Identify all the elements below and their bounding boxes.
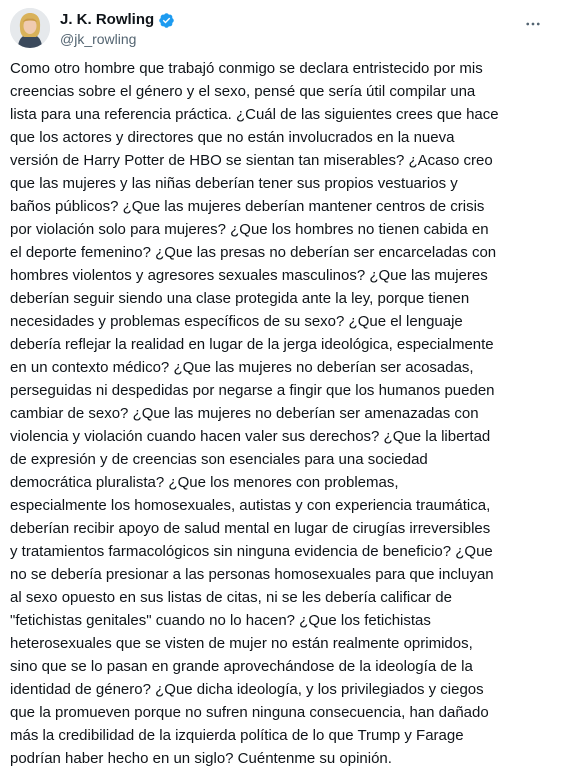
author-name-row bbox=[60, 11, 175, 29]
tweet-text-line: hombres violentos y agresores sexuales masculinos? ¿Que las mujeres bbox=[10, 267, 488, 284]
tweet-text-line: podrían haber hecho en un siglo? Cuéntenme su opinión. bbox=[10, 750, 392, 767]
tweet-text-line: deberían seguir siendo una clase protegida ante la ley, porque tienen bbox=[10, 290, 470, 307]
tweet-text-line: cambiar de sexo? ¿Que las mujeres no deberían ser amenazadas con bbox=[10, 405, 479, 422]
tweet-text-line: "fetichistas genitales" cuando no lo hacen? ¿Que los fetichistas bbox=[10, 612, 431, 629]
tweet-text-line: y tratamientos farmacológicos sin ninguna evidencia de beneficio? ¿Que bbox=[10, 543, 493, 560]
tweet-text-line: deberían recibir apoyo de salud mental en lugar de cirugías irreversibles bbox=[10, 520, 491, 537]
tweet-text-line: necesidades y problemas específicos de su sexo? ¿Que el lenguaje bbox=[10, 313, 463, 330]
profile-photo-icon bbox=[10, 8, 50, 48]
tweet-text-line: lista para una referencia práctica. ¿Cuál de las siguientes crees que hace bbox=[10, 106, 499, 123]
tweet-text-line: especialmente los homosexuales, autistas y con experiencia traumática, bbox=[10, 497, 491, 514]
tweet-text-line: baños públicos? ¿Que las mujeres deberían mantener centros de crisis bbox=[10, 198, 485, 215]
tweet-text-line: heterosexuales que se visten de mujer no están realmente oprimidos, bbox=[10, 635, 473, 652]
tweet-text-line: versión de Harry Potter de HBO se sientan tan miserables? ¿Acaso creo bbox=[10, 152, 493, 169]
tweet-text-line: no se debería presionar a las personas homosexuales para que incluyan bbox=[10, 566, 494, 583]
tweet-text-line: de expresión y de creencias son esenciales para una sociedad bbox=[10, 451, 428, 468]
tweet-header bbox=[10, 8, 551, 50]
tweet-text-line: violencia y violación cuando hacen valer sus derechos? ¿Que la libertad bbox=[10, 428, 491, 445]
tweet-text-line: democrática pluralista? ¿Que los menores con problemas, bbox=[10, 474, 399, 491]
tweet-text-line: Como otro hombre que trabajó conmigo se declara entristecido por mis bbox=[10, 60, 483, 77]
author-handle[interactable]: @jk_rowling bbox=[60, 31, 137, 47]
tweet-text-line: creencias sobre el género y el sexo, pensé que sería útil compilar una bbox=[10, 83, 476, 100]
tweet-text-line: que la promueven porque no sufren ninguna consecuencia, han dañado bbox=[10, 704, 489, 721]
tweet-text-line: que las mujeres y las niñas deberían tener sus propios vestuarios y bbox=[10, 175, 458, 192]
avatar[interactable] bbox=[10, 8, 50, 48]
author-info bbox=[60, 11, 175, 48]
tweet-text-line: el deporte femenino? ¿Que las presas no deberían ser encarceladas con bbox=[10, 244, 497, 261]
tweet-text bbox=[10, 57, 551, 770]
tweet-text-line: que los actores y directores que no están involucrados en la nueva bbox=[10, 129, 455, 146]
verified-badge-icon bbox=[158, 12, 175, 29]
more-options-icon[interactable] bbox=[523, 14, 543, 34]
tweet-text-line: al sexo opuesto en sus listas de citas, ni se les debería calificar de bbox=[10, 589, 452, 606]
tweet-text-line: identidad de género? ¿Que dicha ideología, y los privilegiados y ciegos bbox=[10, 681, 484, 698]
tweet-text-line: más la credibilidad de la izquierda política de lo que Trump y Farage bbox=[10, 727, 464, 744]
tweet-text-line: debería reflejar la realidad en lugar de la jerga ideológica, especialmente bbox=[10, 336, 494, 353]
tweet-text-line: en un contexto médico? ¿Que las mujeres no deberían ser acosadas, bbox=[10, 359, 474, 376]
tweet-text-line: sino que se lo pasan en grande aprovechándose de la ideología de la bbox=[10, 658, 473, 675]
tweet-text-line: por violación solo para mujeres? ¿Que los hombres no tienen cabida en bbox=[10, 221, 489, 238]
tweet-text-line: perseguidas ni despedidas por negarse a fingir que los humanos pueden bbox=[10, 382, 495, 399]
author-display-name[interactable]: J. K. Rowling bbox=[60, 11, 155, 28]
